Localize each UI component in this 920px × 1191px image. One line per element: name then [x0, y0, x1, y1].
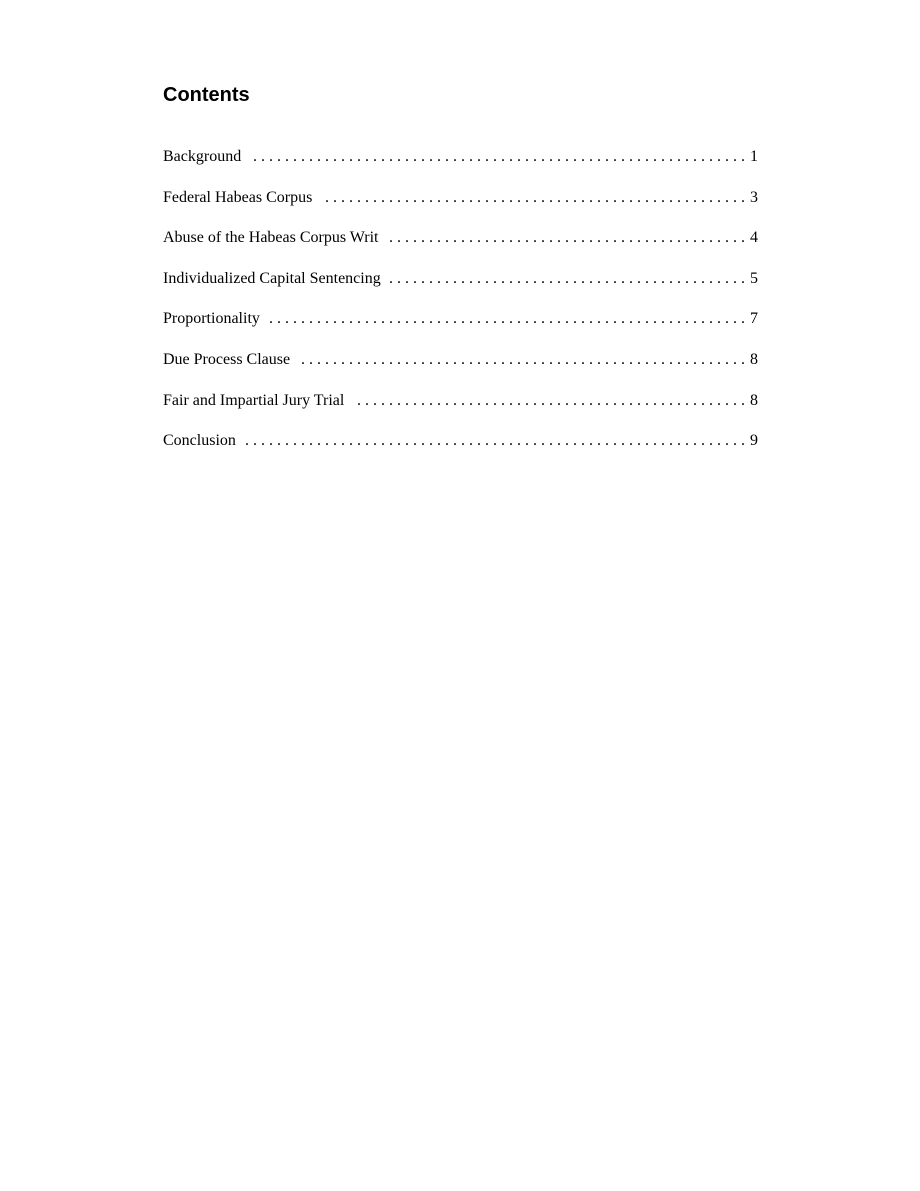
- toc-entry-label: Background: [163, 148, 242, 165]
- toc-entry-page: 8: [750, 391, 758, 409]
- dot-leader: [386, 227, 745, 249]
- toc-entry-page: 4: [750, 229, 758, 247]
- dot-leader: [249, 146, 745, 168]
- dot-leader: [298, 349, 745, 371]
- toc-title: Contents: [163, 84, 250, 106]
- toc-entry-page: 5: [750, 269, 758, 287]
- toc-entry-page: 3: [750, 188, 758, 206]
- dot-leader: [352, 390, 745, 412]
- toc-entry-label: Fair and Impartial Jury Trial: [163, 391, 345, 409]
- toc-entry-background[interactable]: [163, 146, 758, 187]
- toc-entry-page: 9: [750, 432, 758, 450]
- toc-entry-proportionality[interactable]: [163, 308, 758, 349]
- toc-entry-label: Abuse of the Habeas Corpus Writ: [163, 229, 379, 247]
- toc-entry-page: 7: [750, 310, 758, 328]
- toc-entry-fair-impartial-jury-trial[interactable]: [163, 390, 758, 431]
- toc-entry-page: 1: [750, 148, 758, 165]
- toc-entry-label: Conclusion: [163, 432, 236, 450]
- toc-entry-due-process-clause[interactable]: [163, 349, 758, 390]
- toc-entry-label: Federal Habeas Corpus: [163, 188, 313, 206]
- toc-entry-page: 8: [750, 350, 758, 368]
- toc-entry-individualized-capital-sentencing[interactable]: [163, 268, 758, 309]
- toc-list: [163, 146, 758, 471]
- toc-entry-label: Proportionality: [163, 310, 260, 328]
- toc-entry-label: Due Process Clause: [163, 350, 291, 368]
- toc-entry-abuse-of-writ[interactable]: [163, 227, 758, 268]
- toc-entry-conclusion[interactable]: [163, 430, 758, 471]
- dot-leader: [268, 308, 745, 330]
- dot-leader: [320, 187, 745, 209]
- toc-entry-label: Individualized Capital Sentencing: [163, 269, 381, 287]
- dot-leader: [389, 268, 745, 290]
- toc-entry-federal-habeas-corpus[interactable]: [163, 187, 758, 228]
- dot-leader: [244, 430, 745, 452]
